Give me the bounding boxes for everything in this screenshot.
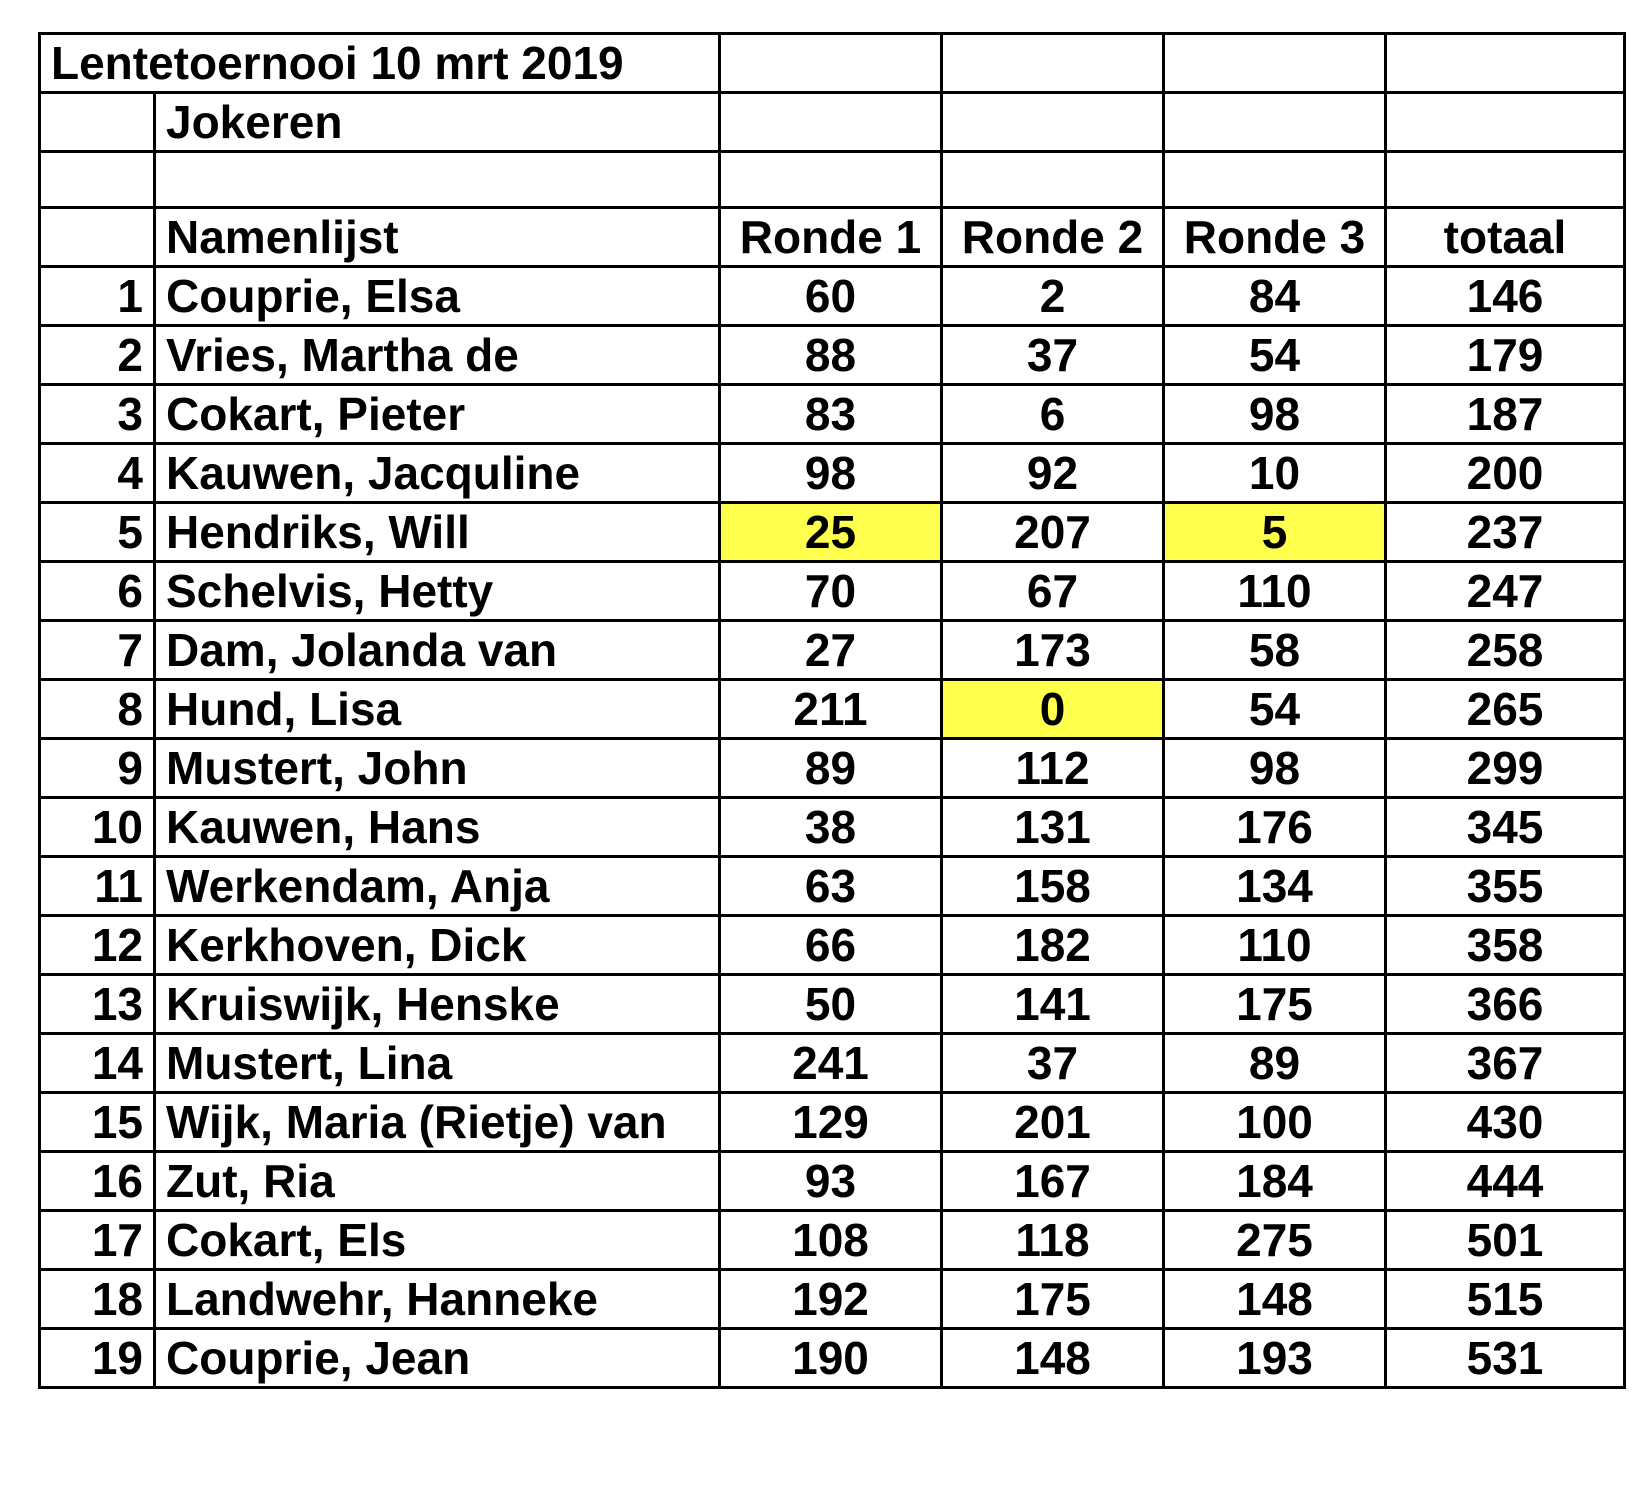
round-2-score-cell: 6: [942, 385, 1164, 444]
round-1-score-cell: 192: [720, 1270, 942, 1329]
round-3-score-cell: 98: [1164, 385, 1386, 444]
rank-cell: 1: [40, 267, 155, 326]
total-score-cell: 265: [1386, 680, 1625, 739]
player-name-cell: Kauwen, Hans: [155, 798, 720, 857]
header-total: totaal: [1386, 208, 1625, 267]
total-score-cell: 187: [1386, 385, 1625, 444]
rank-cell: 17: [40, 1211, 155, 1270]
round-2-score-cell: 175: [942, 1270, 1164, 1329]
round-3-score-cell: 54: [1164, 326, 1386, 385]
rank-cell: 10: [40, 798, 155, 857]
round-3-score-cell: 275: [1164, 1211, 1386, 1270]
round-2-score-cell: 67: [942, 562, 1164, 621]
total-score-cell: 358: [1386, 916, 1625, 975]
empty-cell: [1386, 152, 1625, 208]
table-row: [40, 975, 1625, 1034]
round-2-score-cell: 158: [942, 857, 1164, 916]
player-name-cell: Couprie, Elsa: [155, 267, 720, 326]
player-name-cell: Kerkhoven, Dick: [155, 916, 720, 975]
round-2-score-cell: 37: [942, 326, 1164, 385]
total-score-cell: 444: [1386, 1152, 1625, 1211]
table-row: [40, 621, 1625, 680]
rank-cell: 5: [40, 503, 155, 562]
total-score-cell: 531: [1386, 1329, 1625, 1388]
player-name-cell: Mustert, Lina: [155, 1034, 720, 1093]
round-1-score-cell: 83: [720, 385, 942, 444]
round-1-score-cell: 66: [720, 916, 942, 975]
player-name-cell: Zut, Ria: [155, 1152, 720, 1211]
rank-cell: 2: [40, 326, 155, 385]
empty-cell: [720, 34, 942, 93]
table-title: Lentetoernooi 10 mrt 2019: [40, 34, 720, 93]
header-round-1: Ronde 1: [720, 208, 942, 267]
rank-cell: 18: [40, 1270, 155, 1329]
round-1-score-cell: 38: [720, 798, 942, 857]
round-2-score-cell: 167: [942, 1152, 1164, 1211]
total-score-cell: 366: [1386, 975, 1625, 1034]
player-name-cell: Wijk, Maria (Rietje) van: [155, 1093, 720, 1152]
rank-cell: 14: [40, 1034, 155, 1093]
total-score-cell: 247: [1386, 562, 1625, 621]
player-name-cell: Mustert, John: [155, 739, 720, 798]
round-2-score-cell: 173: [942, 621, 1164, 680]
round-1-score-cell: 108: [720, 1211, 942, 1270]
table-row: [40, 562, 1625, 621]
table-row: [40, 798, 1625, 857]
round-1-score-cell: 50: [720, 975, 942, 1034]
round-3-score-cell: 110: [1164, 562, 1386, 621]
header-round-2: Ronde 2: [942, 208, 1164, 267]
subtitle-row: [40, 93, 1625, 152]
empty-cell: [40, 93, 155, 152]
round-1-score-cell: 211: [720, 680, 942, 739]
total-score-cell: 258: [1386, 621, 1625, 680]
player-name-cell: Kruiswijk, Henske: [155, 975, 720, 1034]
table-row: [40, 267, 1625, 326]
round-2-score-cell: 0: [942, 680, 1164, 739]
round-1-score-cell: 70: [720, 562, 942, 621]
rank-cell: 8: [40, 680, 155, 739]
player-name-cell: Landwehr, Hanneke: [155, 1270, 720, 1329]
round-3-score-cell: 100: [1164, 1093, 1386, 1152]
empty-cell: [942, 34, 1164, 93]
round-2-score-cell: 37: [942, 1034, 1164, 1093]
rank-cell: 6: [40, 562, 155, 621]
rank-cell: 3: [40, 385, 155, 444]
round-3-score-cell: 10: [1164, 444, 1386, 503]
rank-cell: 9: [40, 739, 155, 798]
empty-cell: [942, 93, 1164, 152]
rank-cell: 16: [40, 1152, 155, 1211]
total-score-cell: 367: [1386, 1034, 1625, 1093]
round-1-score-cell: 89: [720, 739, 942, 798]
header-names: Namenlijst: [155, 208, 720, 267]
header-row: [40, 208, 1625, 267]
round-3-score-cell: 193: [1164, 1329, 1386, 1388]
round-1-score-cell: 190: [720, 1329, 942, 1388]
empty-cell: [942, 152, 1164, 208]
table-row: [40, 739, 1625, 798]
empty-cell: [155, 152, 720, 208]
empty-cell: [1164, 152, 1386, 208]
table-row: [40, 1211, 1625, 1270]
total-score-cell: 430: [1386, 1093, 1625, 1152]
empty-cell: [720, 93, 942, 152]
table-row: [40, 1093, 1625, 1152]
round-1-score-cell: 25: [720, 503, 942, 562]
total-score-cell: 345: [1386, 798, 1625, 857]
empty-cell: [40, 152, 155, 208]
total-score-cell: 355: [1386, 857, 1625, 916]
table-row: [40, 326, 1625, 385]
round-2-score-cell: 201: [942, 1093, 1164, 1152]
round-3-score-cell: 110: [1164, 916, 1386, 975]
empty-cell: [1386, 93, 1625, 152]
round-3-score-cell: 134: [1164, 857, 1386, 916]
empty-cell: [40, 208, 155, 267]
total-score-cell: 501: [1386, 1211, 1625, 1270]
round-2-score-cell: 2: [942, 267, 1164, 326]
table-row: [40, 385, 1625, 444]
round-3-score-cell: 54: [1164, 680, 1386, 739]
total-score-cell: 179: [1386, 326, 1625, 385]
player-name-cell: Cokart, Els: [155, 1211, 720, 1270]
empty-cell: [1164, 93, 1386, 152]
score-table: [38, 32, 1626, 1389]
rank-cell: 13: [40, 975, 155, 1034]
rank-cell: 19: [40, 1329, 155, 1388]
empty-cell: [720, 152, 942, 208]
total-score-cell: 237: [1386, 503, 1625, 562]
rank-cell: 12: [40, 916, 155, 975]
blank-row: [40, 152, 1625, 208]
rank-cell: 4: [40, 444, 155, 503]
empty-cell: [1386, 34, 1625, 93]
round-3-score-cell: 148: [1164, 1270, 1386, 1329]
player-name-cell: Kauwen, Jacquline: [155, 444, 720, 503]
round-1-score-cell: 129: [720, 1093, 942, 1152]
total-score-cell: 200: [1386, 444, 1625, 503]
table-row: [40, 1034, 1625, 1093]
table-row: [40, 1329, 1625, 1388]
round-2-score-cell: 148: [942, 1329, 1164, 1388]
rank-cell: 7: [40, 621, 155, 680]
table-row: [40, 916, 1625, 975]
round-2-score-cell: 131: [942, 798, 1164, 857]
table-row: [40, 680, 1625, 739]
empty-cell: [1164, 34, 1386, 93]
round-3-score-cell: 175: [1164, 975, 1386, 1034]
round-1-score-cell: 98: [720, 444, 942, 503]
round-1-score-cell: 60: [720, 267, 942, 326]
round-3-score-cell: 58: [1164, 621, 1386, 680]
round-2-score-cell: 92: [942, 444, 1164, 503]
player-name-cell: Werkendam, Anja: [155, 857, 720, 916]
player-name-cell: Hund, Lisa: [155, 680, 720, 739]
total-score-cell: 299: [1386, 739, 1625, 798]
round-1-score-cell: 63: [720, 857, 942, 916]
round-2-score-cell: 207: [942, 503, 1164, 562]
round-3-score-cell: 89: [1164, 1034, 1386, 1093]
round-1-score-cell: 27: [720, 621, 942, 680]
player-name-cell: Cokart, Pieter: [155, 385, 720, 444]
player-name-cell: Schelvis, Hetty: [155, 562, 720, 621]
total-score-cell: 146: [1386, 267, 1625, 326]
round-3-score-cell: 184: [1164, 1152, 1386, 1211]
table-row: [40, 444, 1625, 503]
table-row: [40, 1270, 1625, 1329]
table-row: [40, 857, 1625, 916]
table-row: [40, 503, 1625, 562]
round-3-score-cell: 84: [1164, 267, 1386, 326]
rank-cell: 15: [40, 1093, 155, 1152]
round-2-score-cell: 112: [942, 739, 1164, 798]
player-name-cell: Hendriks, Will: [155, 503, 720, 562]
player-name-cell: Vries, Martha de: [155, 326, 720, 385]
total-score-cell: 515: [1386, 1270, 1625, 1329]
round-2-score-cell: 141: [942, 975, 1164, 1034]
table-row: [40, 1152, 1625, 1211]
round-1-score-cell: 93: [720, 1152, 942, 1211]
player-name-cell: Dam, Jolanda van: [155, 621, 720, 680]
header-round-3: Ronde 3: [1164, 208, 1386, 267]
round-1-score-cell: 241: [720, 1034, 942, 1093]
round-2-score-cell: 118: [942, 1211, 1164, 1270]
round-3-score-cell: 176: [1164, 798, 1386, 857]
title-row: [40, 34, 1625, 93]
round-1-score-cell: 88: [720, 326, 942, 385]
player-name-cell: Couprie, Jean: [155, 1329, 720, 1388]
round-2-score-cell: 182: [942, 916, 1164, 975]
game-name: Jokeren: [155, 93, 720, 152]
round-3-score-cell: 98: [1164, 739, 1386, 798]
round-3-score-cell: 5: [1164, 503, 1386, 562]
rank-cell: 11: [40, 857, 155, 916]
